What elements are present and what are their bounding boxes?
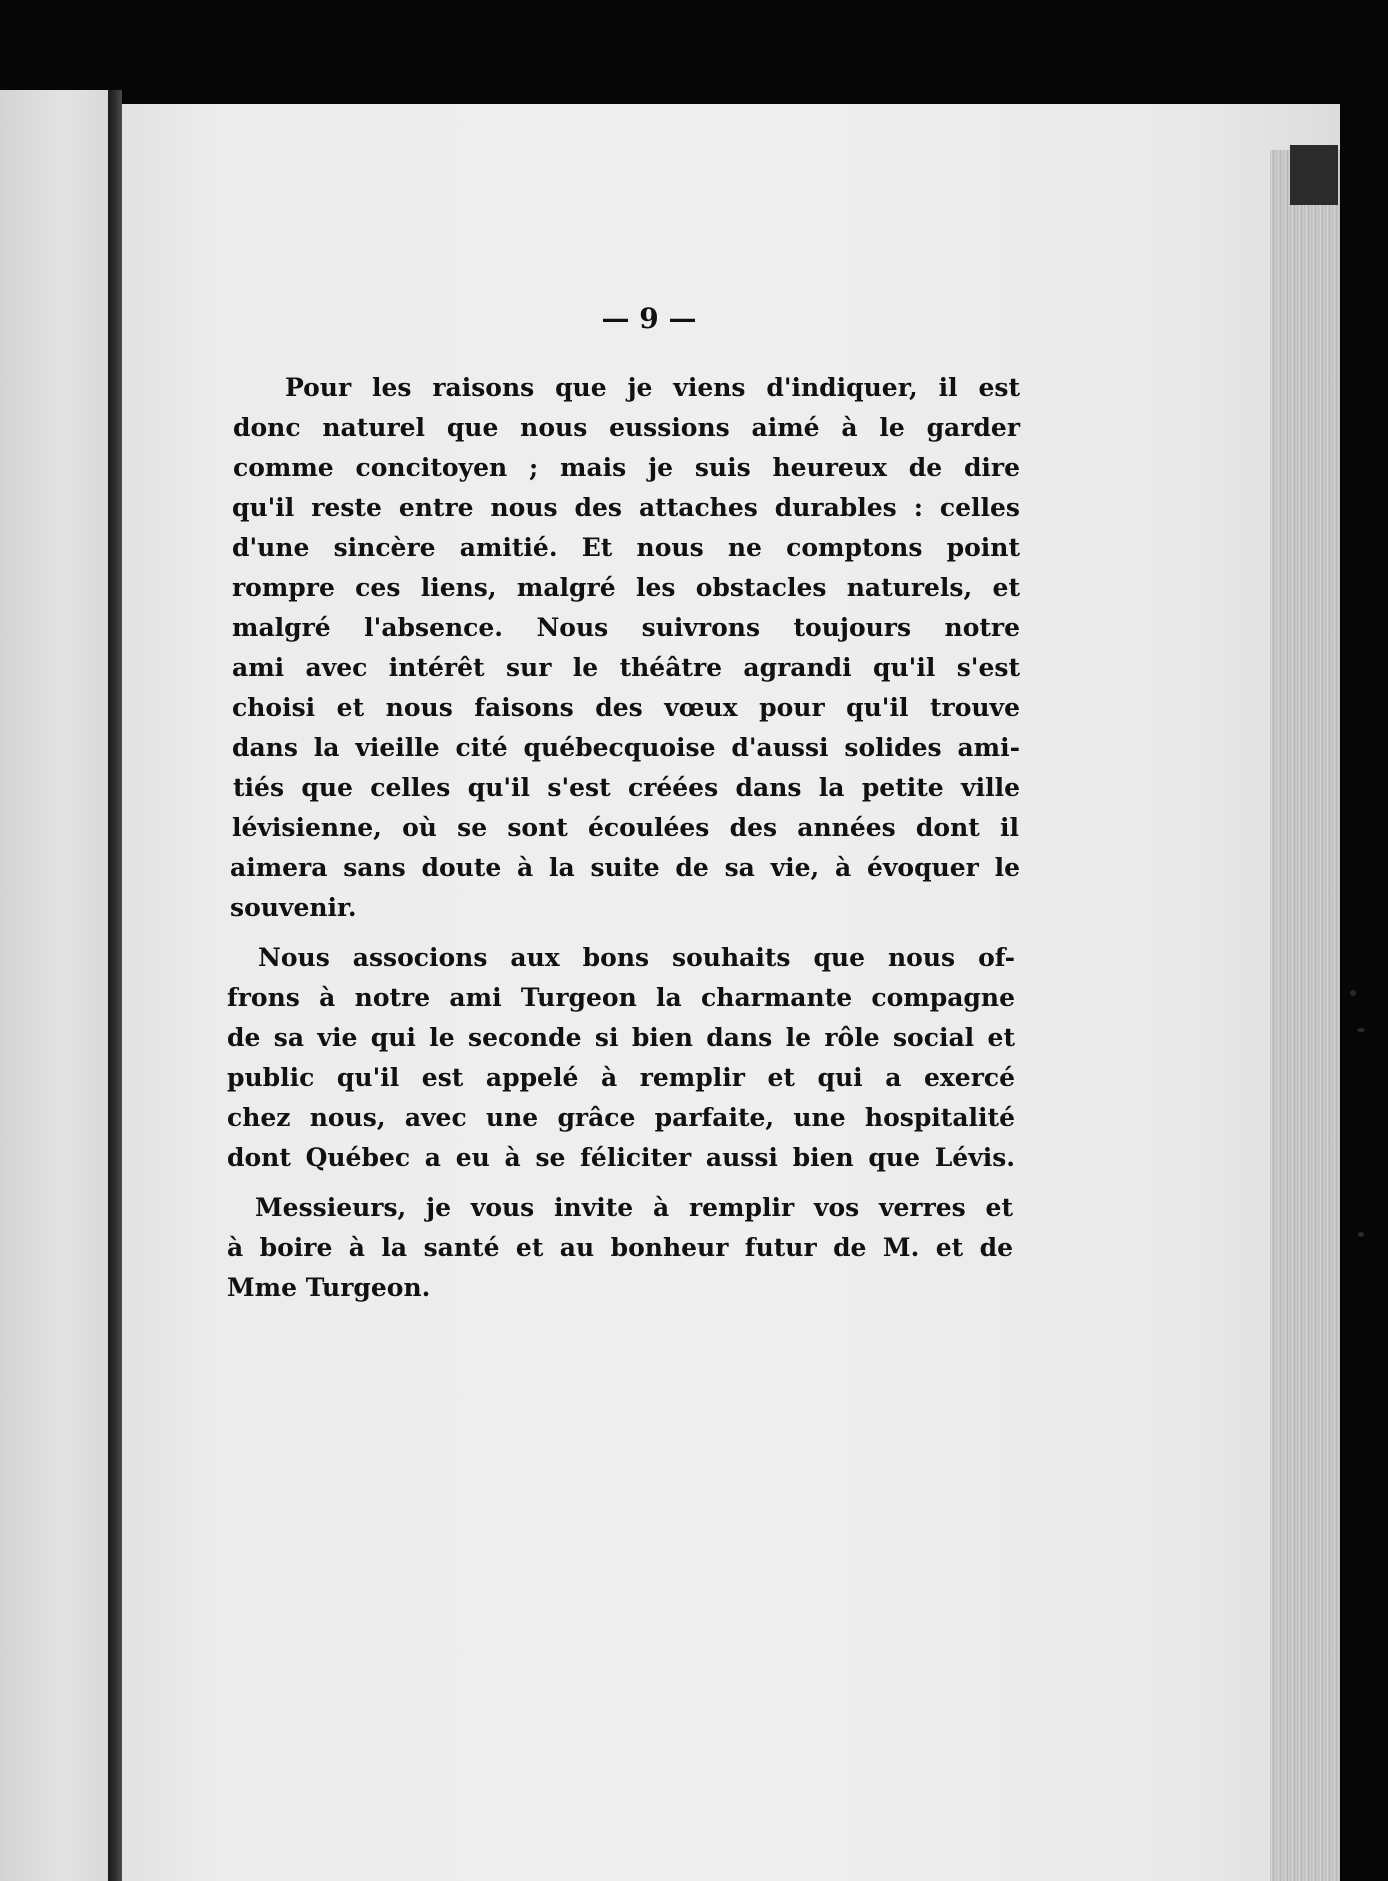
text-line: rompre ces liens, malgré les obstacles naturels, et (232, 573, 1020, 602)
scan-speck (1358, 1232, 1364, 1237)
text-line: souvenir. (230, 893, 357, 922)
text-line: frons à notre ami Turgeon la charmante compagne (227, 983, 1015, 1012)
binding-gutter (108, 90, 122, 1881)
text-line: choisi et nous faisons des vœux pour qu'il trouve (232, 693, 1020, 722)
text-line: Messieurs, je vous invite à remplir vos verres et (255, 1193, 1013, 1222)
scan-speck (1350, 990, 1356, 996)
facing-page-edge (0, 90, 110, 1881)
text-line: lévisienne, où se sont écoulées des années dont il (232, 813, 1019, 842)
text-line: Mme Turgeon. (227, 1273, 431, 1302)
text-line: dans la vieille cité québecquoise d'aussi solides ami- (232, 733, 1020, 762)
scan-speck (1357, 1028, 1365, 1032)
text-line: de sa vie qui le seconde si bien dans le rôle social et (227, 1023, 1015, 1052)
text-line: Nous associons aux bons souhaits que nous of- (258, 943, 1015, 972)
text-line: public qu'il est appelé à remplir et qui a exercé (227, 1063, 1015, 1092)
text-line: comme concitoyen ; mais je suis heureux de dire (233, 453, 1020, 482)
text-line: chez nous, avec une grâce parfaite, une hospitalité (227, 1103, 1015, 1132)
text-line: Pour les raisons que je viens d'indiquer, il est (285, 373, 1020, 402)
text-line: à boire à la santé et au bonheur futur de M. et de (227, 1233, 1013, 1262)
text-line: d'une sincère amitié. Et nous ne comptons point (232, 533, 1020, 562)
text-line: aimera sans doute à la suite de sa vie, à évoquer le (230, 853, 1020, 882)
text-line: dont Québec a eu à se féliciter aussi bien que Lévis. (227, 1143, 1015, 1172)
page-edge-texture (1270, 150, 1340, 1881)
text-line: malgré l'absence. Nous suivrons toujours notre (232, 613, 1020, 642)
text-line: qu'il reste entre nous des attaches durables : celles (232, 493, 1020, 522)
text-line: donc naturel que nous eussions aimé à le garder (233, 413, 1020, 442)
page-number: — 9 — (601, 302, 697, 335)
text-line: ami avec intérêt sur le théâtre agrandi qu'il s'est (232, 653, 1020, 682)
text-line: tiés que celles qu'il s'est créées dans la petite ville (233, 773, 1020, 802)
page-edge-shadow (1290, 145, 1338, 205)
